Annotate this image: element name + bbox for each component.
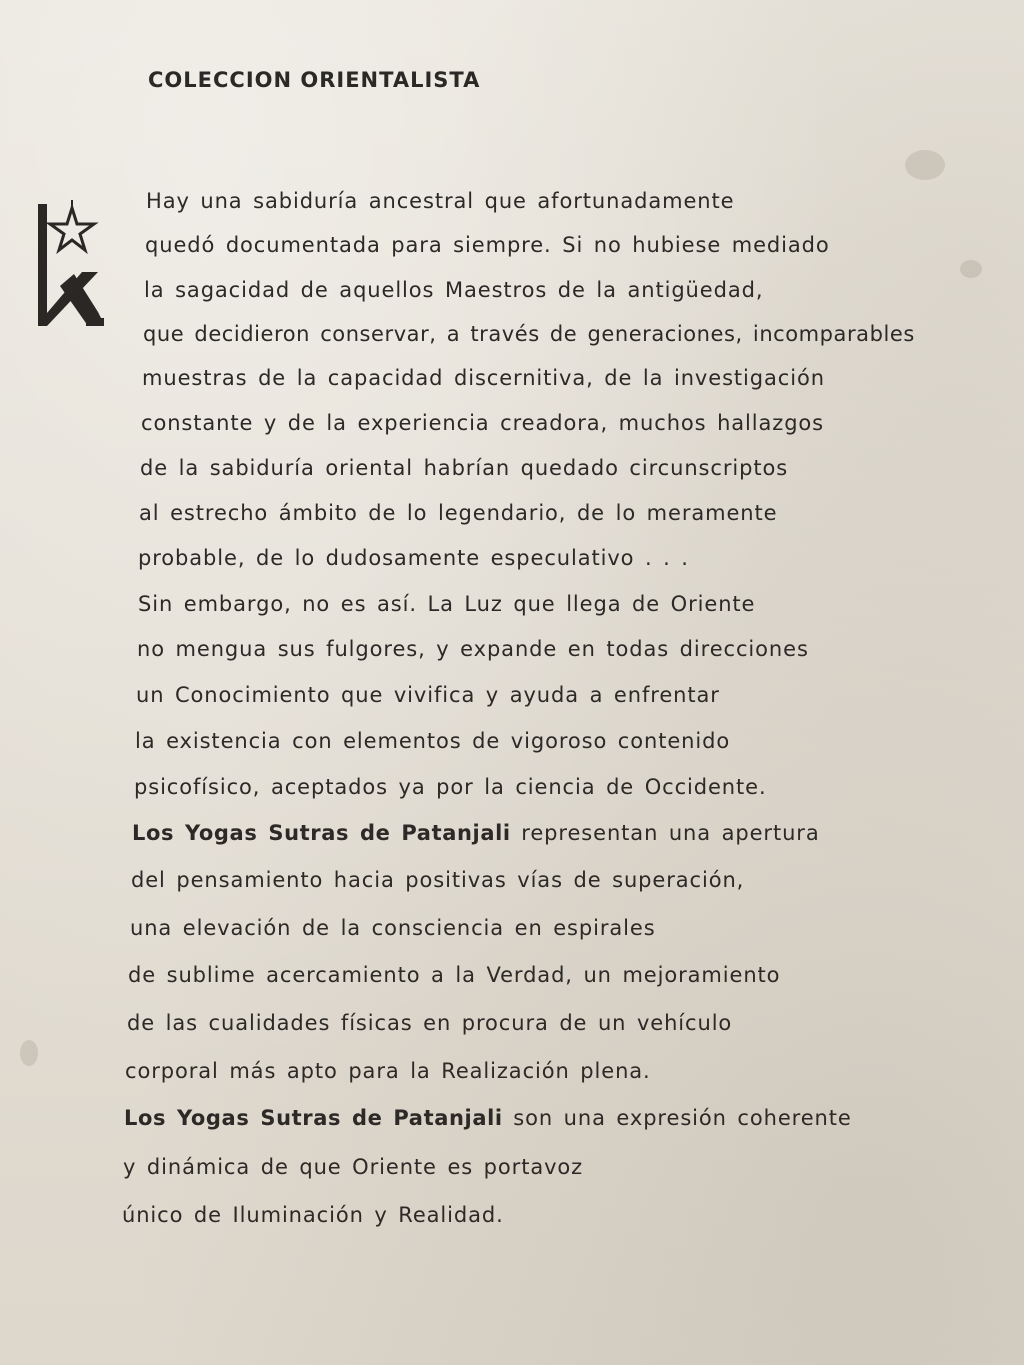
text-line-9: probable, de lo dudosamente especulativo . . .: [138, 546, 689, 570]
paper-stain: [20, 1040, 38, 1066]
text-line-15-rest: representan una apertura: [510, 821, 820, 845]
paper-stain: [960, 260, 982, 278]
book-title-emphasis: Los Yogas Sutras de Patanjali: [124, 1106, 503, 1130]
text-line-6: constante y de la experiencia creadora, muchos hallazgos: [141, 411, 825, 435]
text-line-15: [132, 821, 820, 845]
text-line-7: de la sabiduría oriental habrían quedado circunscriptos: [140, 456, 789, 480]
text-line-21-rest: son una expresión coherente: [502, 1106, 852, 1130]
book-title-emphasis: Los Yogas Sutras de Patanjali: [132, 821, 511, 845]
star-k-logo-icon: [36, 200, 108, 332]
text-line-12: un Conocimiento que vivifica y ayuda a enfrentar: [136, 683, 720, 707]
text-line-20: corporal más apto para la Realización plena.: [125, 1059, 651, 1083]
paper-stain: [905, 150, 945, 180]
text-line-2: quedó documentada para siempre. Si no hubiese mediado: [145, 233, 830, 257]
text-line-19: de las cualidades físicas en procura de un vehículo: [127, 1011, 733, 1035]
text-line-22: y dinámica de que Oriente es portavoz: [123, 1155, 584, 1179]
text-line-23: único de Iluminación y Realidad.: [122, 1203, 504, 1227]
text-line-10: Sin embargo, no es así. La Luz que llega de Oriente: [138, 592, 756, 616]
collection-title: COLECCION ORIENTALISTA: [148, 68, 481, 92]
text-line-4: que decidieron conservar, a través de generaciones, incomparables: [143, 322, 915, 346]
text-line-8: al estrecho ámbito de lo legendario, de lo meramente: [139, 501, 778, 525]
text-line-3: la sagacidad de aquellos Maestros de la antigüedad,: [144, 278, 764, 302]
text-line-5: muestras de la capacidad discernitiva, de la investigación: [142, 366, 825, 390]
text-line-14: psicofísico, aceptados ya por la ciencia de Occidente.: [134, 775, 767, 799]
text-line-16: del pensamiento hacia positivas vías de superación,: [131, 868, 745, 892]
text-line-17: una elevación de la consciencia en espirales: [130, 916, 656, 940]
text-line-11: no mengua sus fulgores, y expande en todas direcciones: [137, 637, 809, 661]
text-line-21: [124, 1106, 852, 1130]
text-line-18: de sublime acercamiento a la Verdad, un mejoramiento: [128, 963, 781, 987]
text-line-1: Hay una sabiduría ancestral que afortunadamente: [146, 189, 735, 213]
text-line-13: la existencia con elementos de vigoroso contenido: [135, 729, 731, 753]
